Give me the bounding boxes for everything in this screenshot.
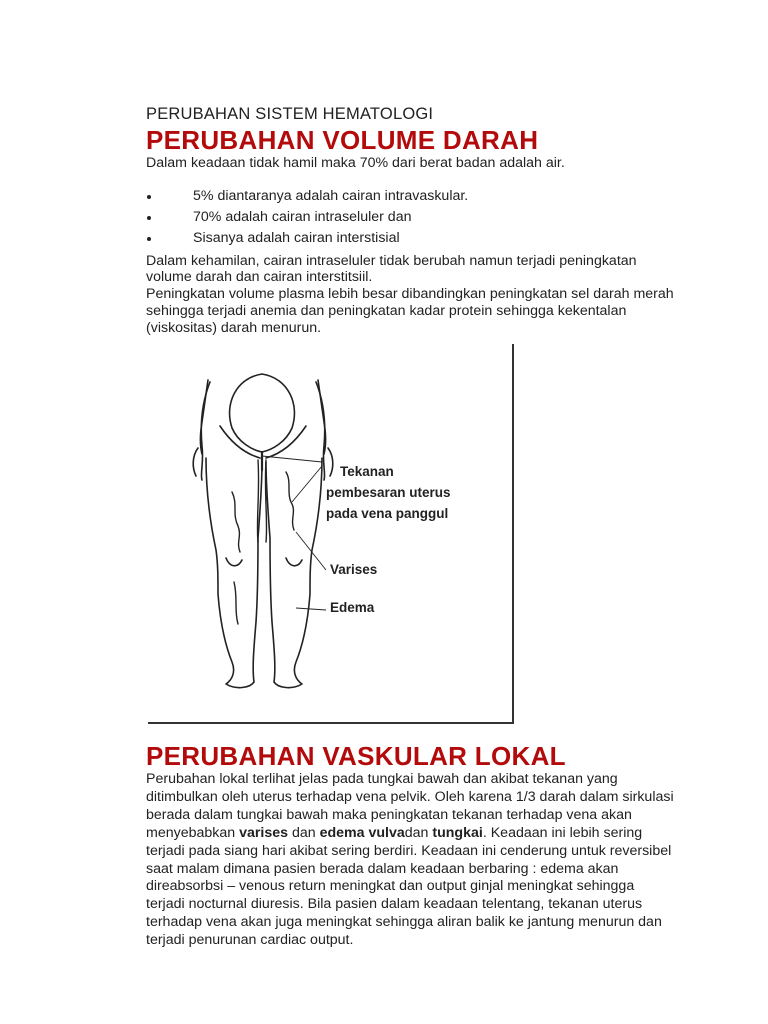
edema-callout-line [296,608,326,610]
bullet-dot-icon [147,195,151,199]
left-leg-outline [206,458,262,688]
right-leg-outline [266,458,322,688]
leg-illustration-svg [146,342,526,727]
bullet-dot-icon [147,216,151,220]
pressure-callout-line [262,456,322,462]
callout-pressure-line1: Tekanan [340,464,394,479]
veins [232,452,294,624]
right-groin-line [266,426,306,458]
fluid-composition-list [146,186,676,249]
callout-edema: Edema [330,600,375,615]
list-item [146,186,676,207]
callout-pressure-line2: pembesaran uterus [326,485,451,500]
vaskular-text-b: dan [288,824,320,841]
left-varicose-vein [232,492,240,552]
right-hand [328,448,333,476]
section-vaskular-lokal [146,740,676,950]
vaskular-text-a: Perubahan lokal terlihat jelas pada tungkai bawah dan akibat tekanan yang ditimbulkan oleh uterus terhadap vena pelvik. Oleh karena 1/3 darah dalam sirkulasi berada dalam tungkai bawah maka peningkatan tekanan terhadap vena akan menyebabkan [146,771,674,841]
list-item-text: Sisanya adalah cairan interstisial [193,229,400,246]
list-item [146,228,676,249]
section-title-volume-darah: PERUBAHAN VOLUME DARAH [146,125,539,155]
bullet-dot-icon [147,237,151,241]
callout-pressure-line3: pada vena panggul [326,506,449,521]
callout-lines [262,456,326,610]
pregnancy-paragraph: Dalam kehamilan, cairan intraseluler tidak berubah namun terjadi peningkatan volume darah dan cairan interstitsiil. [146,252,637,286]
vaskular-paragraph [146,771,676,950]
right-knee [286,558,302,566]
vaskular-text-d: . Keadaan ini lebih sering terjadi pada siang hari akibat sering berdiri. Keadaan ini cenderung untuk reversibel saat malam dimana pasien berada dalam keadaan berbaring : edema akan direabsorbsi – venous return meningkat dan output ginjal meningkat sehingga terjadi nocturnal diuresis. Bila pasien dalam keadaan telentang, tekanan uterus terhadap vena akan juga meningkat sehingga aliran balik ke jantung menurun dan terjadi penurunan cardiac output. [146,824,672,949]
body-outline [193,374,333,688]
callout-varises: Varises [330,562,378,577]
plasma-paragraph: Peningkatan volume plasma lebih besar dibandingkan peningkatan sel darah merah sehingga terjadi anemia dan peningkatan kadar protein sehingga kekentalan (viskositas) darah menurun. [146,286,674,336]
left-calf-vein [234,582,238,624]
intro-paragraph: Dalam keadaan tidak hamil maka 70% dari berat badan adalah air. [146,155,565,171]
left-groin-line [220,426,260,458]
leg-illustration [146,342,526,727]
document-page [146,104,676,949]
bold-varises: varises [239,824,288,841]
left-knee [226,558,242,566]
vaskular-text-c: dan [404,824,433,841]
section-title-vaskular-lokal: PERUBAHAN VASKULAR LOKAL [146,741,566,771]
right-arm [316,382,325,480]
left-hand [193,448,198,476]
pressure-callout-line-2 [292,466,322,502]
bold-tungkai: tungkai [432,824,483,841]
uterus-outline [230,374,295,452]
document-kicker: PERUBAHAN SISTEM HEMATOLOGI [146,105,434,123]
list-item [146,207,676,228]
bold-edema-vulva: edema vulva [319,824,405,841]
list-item-text: 5% diantaranya adalah cairan intravaskular. [193,187,469,204]
list-item-text: 70% adalah cairan intraseluler dan [193,208,412,225]
